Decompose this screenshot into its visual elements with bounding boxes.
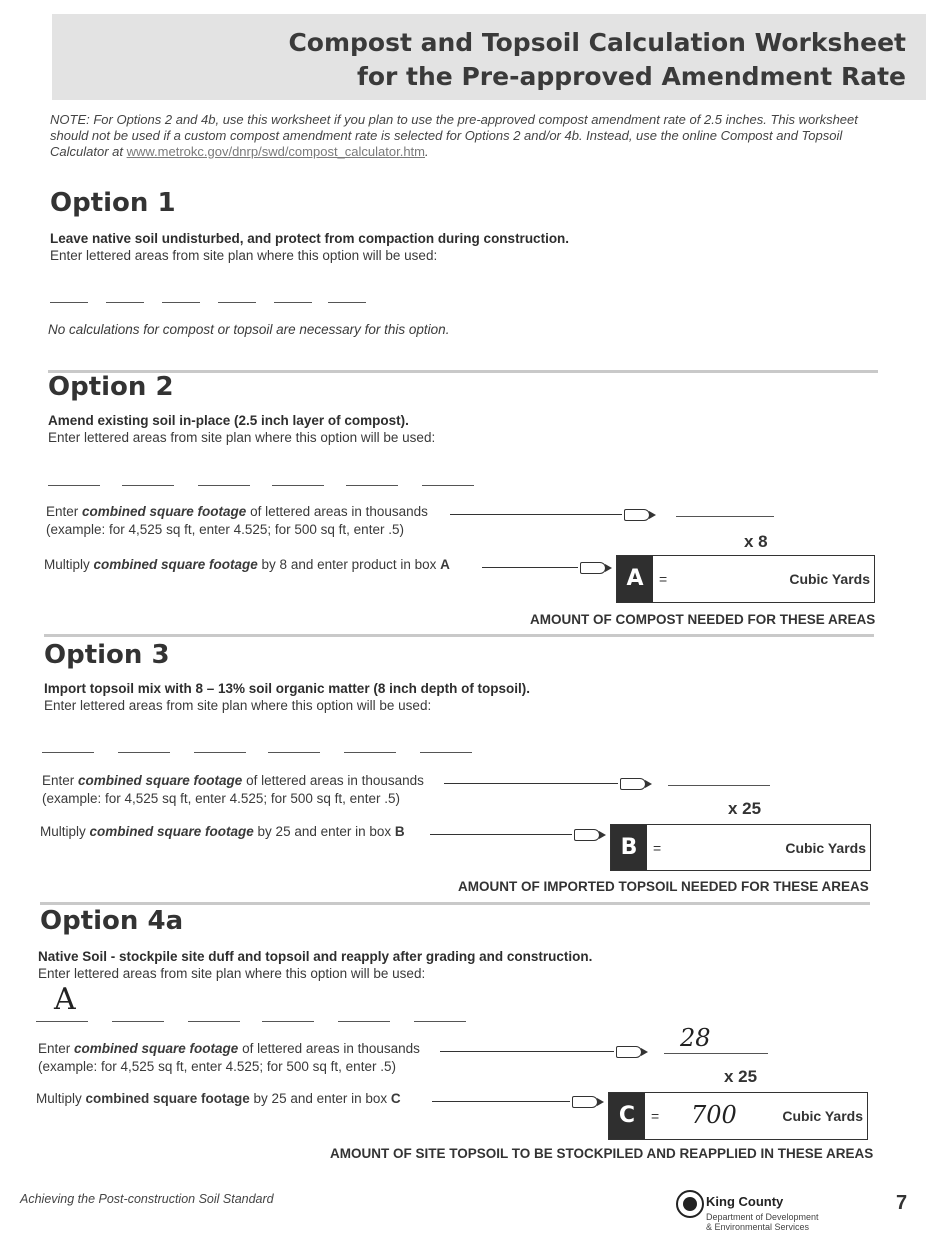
footer-dept: Department of Development & Environmental Services xyxy=(706,1212,819,1232)
note-end: . xyxy=(425,144,429,159)
option4a-subtitle: Native Soil - stockpile site duff and topsoil and reapply after grading and construction. xyxy=(38,949,593,964)
section-divider xyxy=(44,634,874,637)
option3-instruction: Enter lettered areas from site plan where this option will be used: xyxy=(44,698,432,713)
arrow-line xyxy=(482,567,578,568)
option3-area-blank[interactable] xyxy=(344,751,396,753)
option4a-area-blank[interactable] xyxy=(262,1020,314,1022)
option4a-area-blank[interactable] xyxy=(188,1020,240,1022)
option2-subtitle: Amend existing soil in-place (2.5 inch layer of compost). xyxy=(48,413,409,428)
worksheet-title xyxy=(288,26,906,94)
box-c-letter: C xyxy=(609,1093,645,1139)
option4a-area-blank[interactable] xyxy=(338,1020,390,1022)
option2-summary: AMOUNT OF COMPOST NEEDED FOR THESE AREAS xyxy=(530,612,876,627)
box-c[interactable] xyxy=(608,1092,868,1140)
worksheet-note xyxy=(50,112,890,160)
box-b-equals: = xyxy=(653,840,662,856)
option2-multiply-label: Multiply combined square footage by 8 and enter product in box A xyxy=(44,557,450,572)
option2-area-blank[interactable] xyxy=(48,484,100,486)
option2-multiplier: x 8 xyxy=(744,532,768,551)
box-b[interactable] xyxy=(610,824,871,871)
option2-area-blank[interactable] xyxy=(422,484,474,486)
arrow-line xyxy=(432,1101,570,1102)
option1-area-blank[interactable] xyxy=(106,301,144,303)
option3-area-blank[interactable] xyxy=(420,751,472,753)
option1-area-blank[interactable] xyxy=(162,301,200,303)
option3-title: Option 3 xyxy=(44,640,170,670)
arrow-line xyxy=(440,1051,614,1052)
box-a-equals: = xyxy=(659,571,668,587)
arrow-line xyxy=(430,834,572,835)
option2-area-blank[interactable] xyxy=(198,484,250,486)
box-a-letter: A xyxy=(617,556,653,602)
title-line-2: for the Pre-approved Amendment Rate xyxy=(356,62,906,91)
option3-multiply-label: Multiply combined square footage by 25 and enter in box B xyxy=(40,824,405,839)
pencil-icon xyxy=(616,1046,642,1058)
option1-area-blank[interactable] xyxy=(328,301,366,303)
box-c-units: Cubic Yards xyxy=(782,1108,863,1124)
box-c-equals: = xyxy=(651,1108,660,1124)
box-a[interactable] xyxy=(616,555,875,603)
worksheet-header xyxy=(52,14,926,100)
box-b-letter: B xyxy=(611,825,647,870)
option3-area-blank[interactable] xyxy=(118,751,170,753)
option4a-area-blank[interactable] xyxy=(36,1020,88,1022)
option4a-handwritten-area: A xyxy=(54,982,76,1017)
pencil-icon xyxy=(624,509,650,521)
option4a-instruction: Enter lettered areas from site plan where this option will be used: xyxy=(38,966,426,981)
option3-area-blank[interactable] xyxy=(268,751,320,753)
title-line-1: Compost and Topsoil Calculation Worksheet xyxy=(288,28,906,57)
option1-area-blank[interactable] xyxy=(50,301,88,303)
option3-multiplier: x 25 xyxy=(728,799,762,818)
pencil-icon xyxy=(580,562,606,574)
calculator-link[interactable]: www.metrokc.gov/dnrp/swd/compost_calculator.htm xyxy=(126,144,425,159)
option4a-multiply-label: Multiply combined square footage by 25 and enter in box C xyxy=(36,1091,401,1106)
option3-subtitle: Import topsoil mix with 8 – 13% soil organic matter (8 inch depth of topsoil). xyxy=(44,681,531,696)
box-c-handwritten-result: 700 xyxy=(691,1101,737,1129)
option2-example: (example: for 4,525 sq ft, enter 4.525; for 500 sq ft, enter .5) xyxy=(46,522,404,537)
option3-sqft-label: Enter combined square footage of lettered areas in thousands xyxy=(42,773,424,788)
option2-instruction: Enter lettered areas from site plan where this option will be used: xyxy=(48,430,436,445)
option2-sqft-blank[interactable] xyxy=(676,515,774,517)
option1-title: Option 1 xyxy=(50,188,176,218)
page-number: 7 xyxy=(896,1192,908,1214)
note-text: For Options 2 and 4b, use this worksheet if you plan to use the pre-approved compost amendment rate of 2.5 inches. This worksheet should not be used if a custom compost amendment rate is selected for Options 2 and/or 4b. Instead, use the online Compost and Topsoil Calculator at xyxy=(50,112,858,159)
pencil-icon xyxy=(620,778,646,790)
option4a-example: (example: for 4,525 sq ft, enter 4.525; for 500 sq ft, enter .5) xyxy=(38,1059,396,1074)
option4a-area-blank[interactable] xyxy=(112,1020,164,1022)
option3-summary: AMOUNT OF IMPORTED TOPSOIL NEEDED FOR THESE AREAS xyxy=(458,879,869,894)
option3-sqft-blank[interactable] xyxy=(668,784,770,786)
option1-subtitle: Leave native soil undisturbed, and protect from compaction during construction. xyxy=(50,231,570,246)
option2-sqft-label: Enter combined square footage of lettered areas in thousands xyxy=(46,504,428,519)
king-county-logo-icon xyxy=(676,1190,704,1218)
arrow-line xyxy=(450,514,622,515)
arrow-line xyxy=(444,783,618,784)
section-divider xyxy=(40,902,870,905)
note-label: NOTE: xyxy=(50,112,90,127)
option4a-multiplier: x 25 xyxy=(724,1067,758,1086)
option1-instruction: Enter lettered areas from site plan where this option will be used: xyxy=(50,248,438,263)
option2-area-blank[interactable] xyxy=(122,484,174,486)
option4a-area-blank[interactable] xyxy=(414,1020,466,1022)
option4a-summary: AMOUNT OF SITE TOPSOIL TO BE STOCKPILED AND REAPPLIED IN THESE AREAS xyxy=(330,1146,874,1161)
option3-area-blank[interactable] xyxy=(194,751,246,753)
option1-footnote: No calculations for compost or topsoil are necessary for this option. xyxy=(48,322,450,337)
footer-title: Achieving the Post-construction Soil Standard xyxy=(20,1192,274,1206)
pencil-icon xyxy=(572,1096,598,1108)
option2-title: Option 2 xyxy=(48,372,174,402)
option2-area-blank[interactable] xyxy=(272,484,324,486)
option2-area-blank[interactable] xyxy=(346,484,398,486)
option4a-title: Option 4a xyxy=(40,906,184,936)
option4a-sqft-label: Enter combined square footage of lettered areas in thousands xyxy=(38,1041,420,1056)
footer-org: King County xyxy=(706,1194,784,1209)
option1-area-blank[interactable] xyxy=(218,301,256,303)
option3-example: (example: for 4,525 sq ft, enter 4.525; for 500 sq ft, enter .5) xyxy=(42,791,400,806)
option3-area-blank[interactable] xyxy=(42,751,94,753)
option4a-handwritten-sqft: 28 xyxy=(680,1024,711,1052)
pencil-icon xyxy=(574,829,600,841)
box-b-units: Cubic Yards xyxy=(785,840,866,856)
option1-area-blank[interactable] xyxy=(274,301,312,303)
option4a-sqft-blank[interactable] xyxy=(664,1052,768,1054)
box-a-units: Cubic Yards xyxy=(789,571,870,587)
